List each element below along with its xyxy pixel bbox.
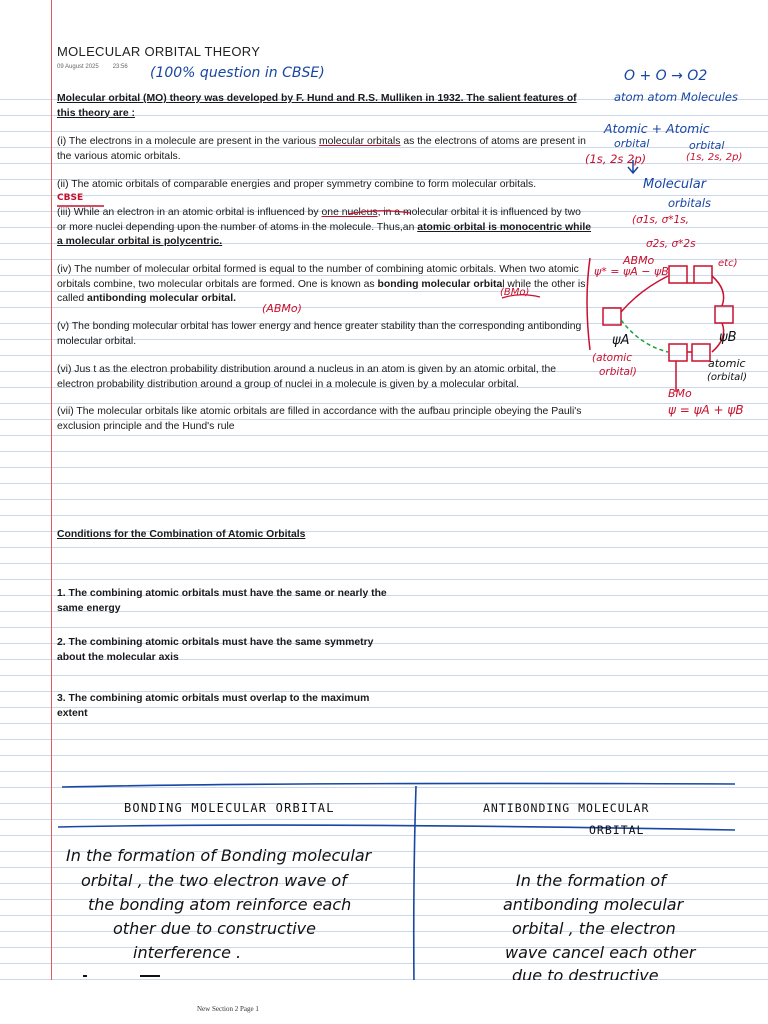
feature-4-antibonding: antibonding molecular orbital. — [87, 293, 236, 304]
feature-7: (vii) The molecular orbitals like atomic orbitals are filled in accordance with the aufbau principle obeying the Pauli's exclusion principle and the Hund's rule — [57, 406, 582, 432]
feature-1-c: as the electrons of atoms are present in the various atomic orbitals. — [57, 136, 586, 162]
psi-b-label: ψB — [719, 330, 737, 345]
cbse-note: (100% question in CBSE) — [150, 65, 325, 81]
bonding-line-2: orbital , the two electron wave of — [81, 871, 347, 890]
atomic-orbital-right-2: (orbital) — [707, 372, 747, 383]
atomic-orbital-box-a — [603, 308, 621, 325]
bonding-line-3: the bonding atom reinforce each — [88, 895, 352, 914]
feature-3-bold: atomic orbital is monocentric while a molecular orbital is polycentric. — [57, 221, 592, 247]
table-divider — [414, 786, 416, 985]
antibonding-header-2: ORBITAL — [589, 823, 645, 837]
atomic-orbital-left-2: orbital) — [599, 366, 637, 378]
page-date: 09 August 2025 — [57, 64, 99, 70]
orbital-left-red: (1s, 2s 2p) — [585, 152, 647, 166]
intro-paragraph: Molecular orbital (MO) theory was developed by F. Hund and R.S. Mulliken in 1932. The salient features of this theory are : — [57, 93, 577, 119]
connector-b-up — [712, 276, 724, 306]
antibonding-line-4: wave cancel each other — [505, 943, 696, 962]
bonding-line-5: interference . — [133, 943, 242, 962]
orbital-right-red: (1s, 2s, 2p) — [686, 152, 743, 163]
mo-list-3: etc) — [718, 258, 738, 269]
o2-equation: O + O → O2 — [624, 68, 708, 84]
condition-1: 1. The combining atomic orbitals must have the same or nearly the same energy — [57, 588, 387, 614]
feature-3-c: , in a molecular orbital it is influenced by two or more nuclei depending upon the number of atoms in the molecule. Thus,an — [57, 207, 581, 233]
conditions-heading: Conditions for the Combination of Atomic Orbitals — [57, 529, 306, 540]
orbital-right-label: orbital — [689, 139, 725, 152]
antibonding-header-1: ANTIBONDING MOLECULAR — [483, 801, 650, 815]
page-bottom-margin — [0, 980, 768, 1024]
feature-1-highlight: molecular orbitals — [319, 136, 401, 147]
psi-bmo-equation: ψ = ψA + ψB — [668, 403, 744, 417]
atomic-plus-atomic: Atomic + Atomic — [604, 121, 710, 136]
molecular-label: Molecular — [643, 177, 707, 192]
page-time: 23:56 — [112, 64, 128, 70]
feature-3-a: (iii) While an electron in an atomic orbital is influenced by — [57, 207, 322, 218]
feature-4-a: (iv) The number of molecular orbital formed is equal to the number of combining atomic orbitals. When two atomic orbitals combine, two molecular orbitals are formed. One is known as — [57, 264, 579, 290]
psi-a-label: ψA — [612, 333, 630, 348]
feature-4-bonding: bonding molecular orbita — [377, 278, 503, 290]
bonding-line-4: other due to constructive — [113, 919, 316, 938]
feature-1-a: (i) The electrons in a molecule are present in the various — [57, 136, 320, 147]
table-top-line — [62, 783, 735, 787]
o2-labels: atom atom Molecules — [614, 90, 739, 104]
antibonding-line-1: In the formation of — [516, 871, 666, 890]
psi-star-equation: ψ* = ψA − ψB — [594, 265, 669, 278]
bonding-line-1: In the formation of Bonding molecular — [66, 846, 372, 865]
abmo-box-2 — [694, 266, 712, 283]
cbse-tag: CBSE — [57, 193, 84, 203]
atomic-orbital-right-1: atomic — [708, 357, 746, 370]
page-footer: New Section 2 Page 1 — [197, 1005, 259, 1013]
connector-a-up — [621, 276, 668, 312]
atomic-orbital-left-1: (atomic — [592, 352, 632, 364]
orbital-left-label: orbital — [614, 137, 650, 150]
mo-list-1: (σ1s, σ*1s, — [632, 214, 689, 226]
abmo-label: ABMo — [623, 254, 655, 267]
bmo-label: BMo — [668, 387, 692, 400]
abmo-box-1 — [669, 266, 687, 283]
atomic-orbital-box-b — [715, 306, 733, 323]
feature-6: (vi) Jus t as the electron probability distribution around a nucleus in an atom is given by an atomic orbital, the electron probability distribution around a group of nuclei in a molecule is given by a molecular orbital. — [57, 364, 557, 390]
underline-one-nucleus — [348, 211, 410, 214]
abmo-tag: (ABMo) — [262, 302, 302, 315]
antibonding-line-3: orbital , the electron — [512, 919, 676, 938]
orbitals-label: orbitals — [668, 196, 712, 210]
bmo-box-1 — [669, 344, 687, 361]
condition-2: 2. The combining atomic orbitals must have the same symmetry about the molecular axis — [57, 637, 374, 663]
feature-2: (ii) The atomic orbitals of comparable energies and proper symmetry combine to form molecular orbitals. — [57, 179, 537, 190]
bmo-tag: (BMo) — [500, 287, 530, 298]
antibonding-line-2: antibonding molecular — [503, 895, 684, 914]
condition-3: 3. The combining atomic orbitals must overlap to the maximum extent — [57, 693, 370, 719]
red-bracket — [587, 258, 590, 350]
page-title: MOLECULAR ORBITAL THEORY — [57, 44, 261, 59]
bonding-header: BONDING MOLECULAR ORBITAL — [124, 801, 335, 815]
feature-4-c: l while the other is called — [57, 278, 586, 304]
feature-5: (v) The bonding molecular orbital has lower energy and hence greater stability than the corresponding antibonding molecular orbital. — [57, 321, 582, 347]
feature-3-highlight: one nucleus — [321, 207, 378, 218]
mo-list-2: σ2s, σ*2s — [646, 238, 696, 250]
antibonding-line-5: due to destructive — [512, 966, 659, 980]
